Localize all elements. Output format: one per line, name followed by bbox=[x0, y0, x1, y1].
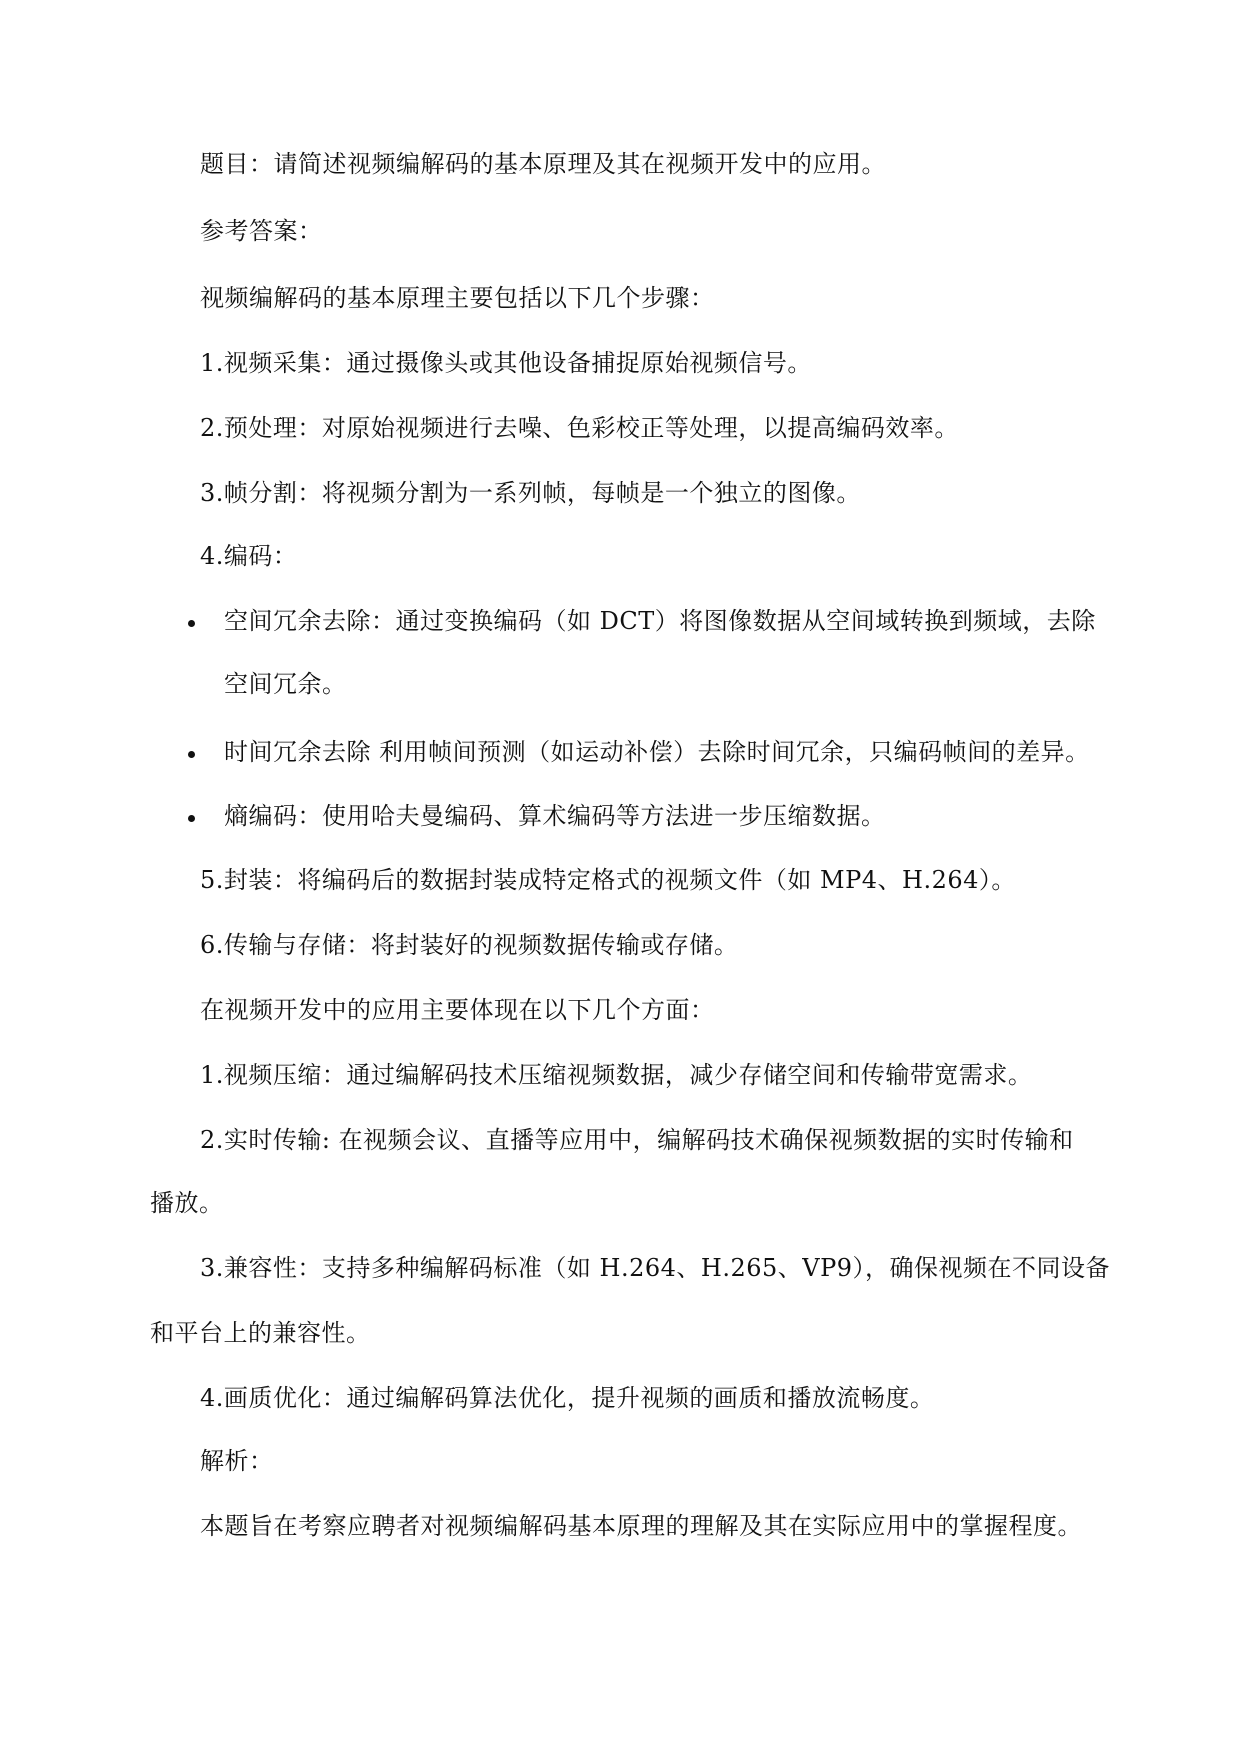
bullet-icon bbox=[188, 751, 195, 758]
encoding-bullet-3: 熵编码：使用哈夫曼编码、算术编码等方法进一步压缩数据。 bbox=[224, 802, 886, 830]
analysis-text: 本题旨在考察应聘者对视频编解码基本原理的理解及其在实际应用中的掌握程度。 bbox=[200, 1512, 1082, 1540]
application-1: 1.视频压缩：通过编解码技术压缩视频数据，减少存储空间和传输带宽需求。 bbox=[200, 1061, 1033, 1089]
bullet-icon bbox=[188, 815, 195, 822]
encoding-bullet-2: 时间冗余去除 利用帧间预测（如运动补偿）去除时间冗余，只编码帧间的差异。 bbox=[224, 738, 1090, 766]
question-text: 题目：请简述视频编解码的基本原理及其在视频开发中的应用。 bbox=[200, 150, 886, 178]
application-3-line1: 3.兼容性：支持多种编解码标准（如 H.264、H.265、VP9），确保视频在不同设备 bbox=[200, 1254, 1111, 1282]
step-1: 1.视频采集：通过摄像头或其他设备捕捉原始视频信号。 bbox=[200, 349, 812, 377]
principle-intro: 视频编解码的基本原理主要包括以下几个步骤： bbox=[200, 284, 715, 312]
step-6: 6.传输与存储：将封装好的视频数据传输或存储。 bbox=[200, 931, 739, 959]
bullet-icon bbox=[188, 620, 195, 627]
step-5: 5.封装：将编码后的数据封装成特定格式的视频文件（如 MP4、H.264）。 bbox=[200, 866, 1016, 894]
application-3-line2: 和平台上的兼容性。 bbox=[150, 1319, 371, 1347]
answer-heading: 参考答案： bbox=[200, 217, 323, 245]
analysis-heading: 解析： bbox=[200, 1447, 274, 1475]
encoding-bullet-1-line2: 空间冗余。 bbox=[224, 670, 347, 698]
step-4: 4.编码： bbox=[200, 542, 298, 570]
step-2: 2.预处理：对原始视频进行去噪、色彩校正等处理，以提高编码效率。 bbox=[200, 414, 959, 442]
application-intro: 在视频开发中的应用主要体现在以下几个方面： bbox=[200, 996, 715, 1024]
application-2-line2: 播放。 bbox=[150, 1189, 224, 1217]
step-3: 3.帧分割：将视频分割为一系列帧，每帧是一个独立的图像。 bbox=[200, 479, 861, 507]
application-4: 4.画质优化：通过编解码算法优化，提升视频的画质和播放流畅度。 bbox=[200, 1384, 935, 1412]
application-2-line1: 2.实时传输: 在视频会议、直播等应用中，编解码技术确保视频数据的实时传输和 bbox=[200, 1126, 1074, 1154]
encoding-bullet-1-line1: 空间冗余去除：通过变换编码（如 DCT）将图像数据从空间域转换到频域，去除 bbox=[224, 607, 1096, 635]
